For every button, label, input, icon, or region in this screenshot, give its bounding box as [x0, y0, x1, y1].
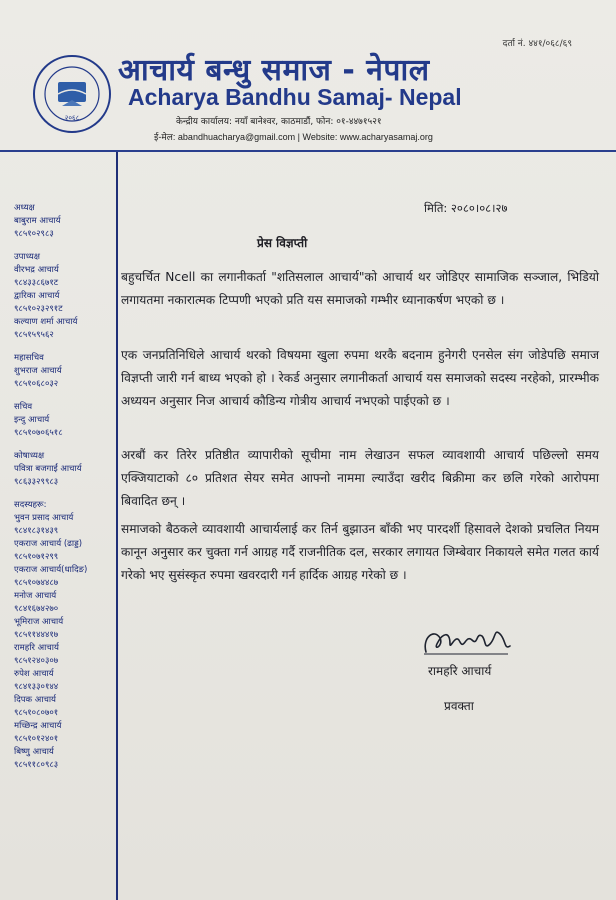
member-phone: ९८४१३३०१४४	[14, 682, 59, 692]
registration-number: दर्ता नं. ४४१/०६८/६९	[502, 39, 572, 49]
member-name: द्वारिका आचार्य	[14, 291, 60, 301]
member-name: एकराज आचार्य (ढाड्ड)	[14, 539, 83, 549]
executive-committee-sidebar	[14, 202, 114, 782]
sidebar-divider	[116, 152, 118, 900]
website-label: Website:	[302, 132, 338, 142]
email-link[interactable]: abandhuacharya@gmail.com	[177, 132, 296, 142]
member-phone: ९८५१०२३२९१ट	[14, 304, 63, 314]
member-name: बिष्णु आचार्य	[14, 747, 54, 757]
committee-group	[14, 499, 114, 772]
committee-group	[14, 450, 114, 489]
committee-role-heading: कोषाध्यक्ष	[14, 451, 45, 461]
website-link[interactable]: www.acharyasamaj.org	[339, 132, 433, 142]
member-phone: ९८५१२४०३०७	[14, 656, 59, 666]
paragraph-3: अरबौं कर तिरेर प्रतिष्ठीत व्यापारीको सूचीमा नाम लेखाउन सफल व्यावशायी आचार्य पछिल्लो समय एक्जियाटाको ८० प्रतिशत सेयर समेत आफ्नो नाममा ल्याउँदा खरीद बिक्रीमा कर छलि गरेको आरोपमा बिवादित छन् ।	[121, 448, 599, 508]
email-label: ई-मेल:	[154, 132, 176, 142]
member-phone: ९८५११८०९८३	[14, 760, 59, 770]
committee-role-heading: सदस्यहरू:	[14, 500, 47, 510]
member-name: दिपक आचार्य	[14, 695, 56, 705]
member-phone: ९८५११४४४१७	[14, 630, 59, 640]
paragraph-2: एक जनप्रतिनिधिले आचार्य थरको विषयमा खुला रुपमा थरकै बदनाम हुनेगरी एनसेल संग जोडेपछि समाज विज्ञप्ती जारी गर्न बाध्य भएको हो । रेकर्ड अनुसार लगानीकर्ता आचार्य यस समाजको सदस्य नरहेको, प्रारम्भीक अध्ययन अनुसार निज आचार्य कौडिन्य गोत्रीय आचार्य नभएको पाईएको छ ।	[121, 348, 599, 408]
member-name: बाबुराम आचार्य	[14, 216, 61, 226]
svg-text:२०६८: २०६८	[64, 114, 80, 122]
member-name: भूमिराज आचार्य	[14, 617, 64, 627]
member-phone: ९८५१०७०६५१८	[14, 428, 63, 438]
committee-group	[14, 352, 114, 391]
contact-line: ई-मेल: abandhuacharya@gmail.com | Website: www.acharyasamaj.org	[154, 132, 433, 142]
member-phone: ९८४१८३१४३९	[14, 526, 59, 536]
member-phone: ९८५१०२९८३	[14, 229, 54, 239]
handwritten-signature	[420, 624, 516, 660]
committee-role-heading: उपाध्यक्ष	[14, 252, 40, 262]
member-phone: ९८५१०८०७०१	[14, 708, 59, 718]
signer-role: प्रवक्ता	[444, 699, 474, 713]
member-phone: ९८५१०७१२९९	[14, 552, 59, 562]
letter-subject: प्रेस विज्ञप्ती	[257, 236, 308, 250]
committee-group	[14, 401, 114, 440]
member-name: शुभराज आचार्य	[14, 366, 62, 376]
society-seal-icon	[32, 54, 112, 134]
committee-role-heading: सचिव	[14, 402, 33, 412]
member-name: एकराज आचार्य(धादिङ)	[14, 565, 88, 575]
signer-name: रामहरि आचार्य	[428, 664, 492, 678]
paragraph-1: बहुचर्चित Ncell का लगानीकर्ता "शतिसलाल आचार्य"को आचार्य थर जोडिएर सामाजिक सञ्जाल, भिडियो लगायतमा नकारात्मक टिप्पणी भएको प्रति यस समाजको गम्भीर ध्यानाकर्षण भएको छ ।	[121, 270, 599, 307]
member-name: मच्छिन्द्र आचार्य	[14, 721, 62, 731]
member-name: भुवन प्रसाद आचार्य	[14, 513, 74, 523]
committee-role-heading: महासचिव	[14, 353, 44, 363]
member-name: कल्याण शर्मा आचार्य	[14, 317, 78, 327]
letter-date: मिति: २०८०।०८।२७	[424, 201, 508, 215]
member-name: वीरभद्र आचार्य	[14, 265, 59, 275]
member-phone: ९८४३३८६७१ट	[14, 278, 59, 288]
organization-name-nepali: आचार्य बन्धु समाज - नेपाल	[118, 53, 430, 88]
member-phone: ९८५१५९५६२	[14, 330, 54, 340]
member-name: रुपेश आचार्य	[14, 669, 54, 679]
member-phone: ९८४१६७४२७०	[14, 604, 59, 614]
member-phone: ९८५१०१२४०१	[14, 734, 59, 744]
member-name: मनोज आचार्य	[14, 591, 57, 601]
committee-group	[14, 202, 114, 241]
office-address: केन्द्रीय कार्यालय: नयाँ बानेश्वर, काठमाडौं, फोन: ०१-४४७१५२१	[176, 117, 382, 127]
member-phone: ९८५१०६८०३२	[14, 379, 59, 389]
committee-role-heading: अध्यक्ष	[14, 203, 35, 213]
paragraph-4: समाजको बैठकले व्यावशायी आचार्यलाई कर तिर्न बुझाउन बाँकी भए पारदर्शी हिसावले देशको प्रचलित नियम कानून अनुसार कर चुक्ता गर्न आग्रह गर्दै राजनीतिक दल, सरकार लगायत जिम्बेवार निकायले समेत गलत कार्य गरेको भए सुसंस्कृत रुपमा खवरदारी गर्न हार्दिक आग्रह गरेको छ ।	[121, 522, 599, 582]
committee-group	[14, 251, 114, 342]
organization-name-english: Acharya Bandhu Samaj- Nepal	[128, 84, 462, 110]
member-name: रामहरि आचार्य	[14, 643, 59, 653]
member-phone: ९८६३३२९९८३	[14, 477, 59, 487]
member-name: इन्दु आचार्य	[14, 415, 50, 425]
member-phone: ९८५१०७४४८७	[14, 578, 59, 588]
member-name: पवित्रा बजगाईं आचार्य	[14, 464, 82, 474]
header-divider	[0, 150, 616, 152]
